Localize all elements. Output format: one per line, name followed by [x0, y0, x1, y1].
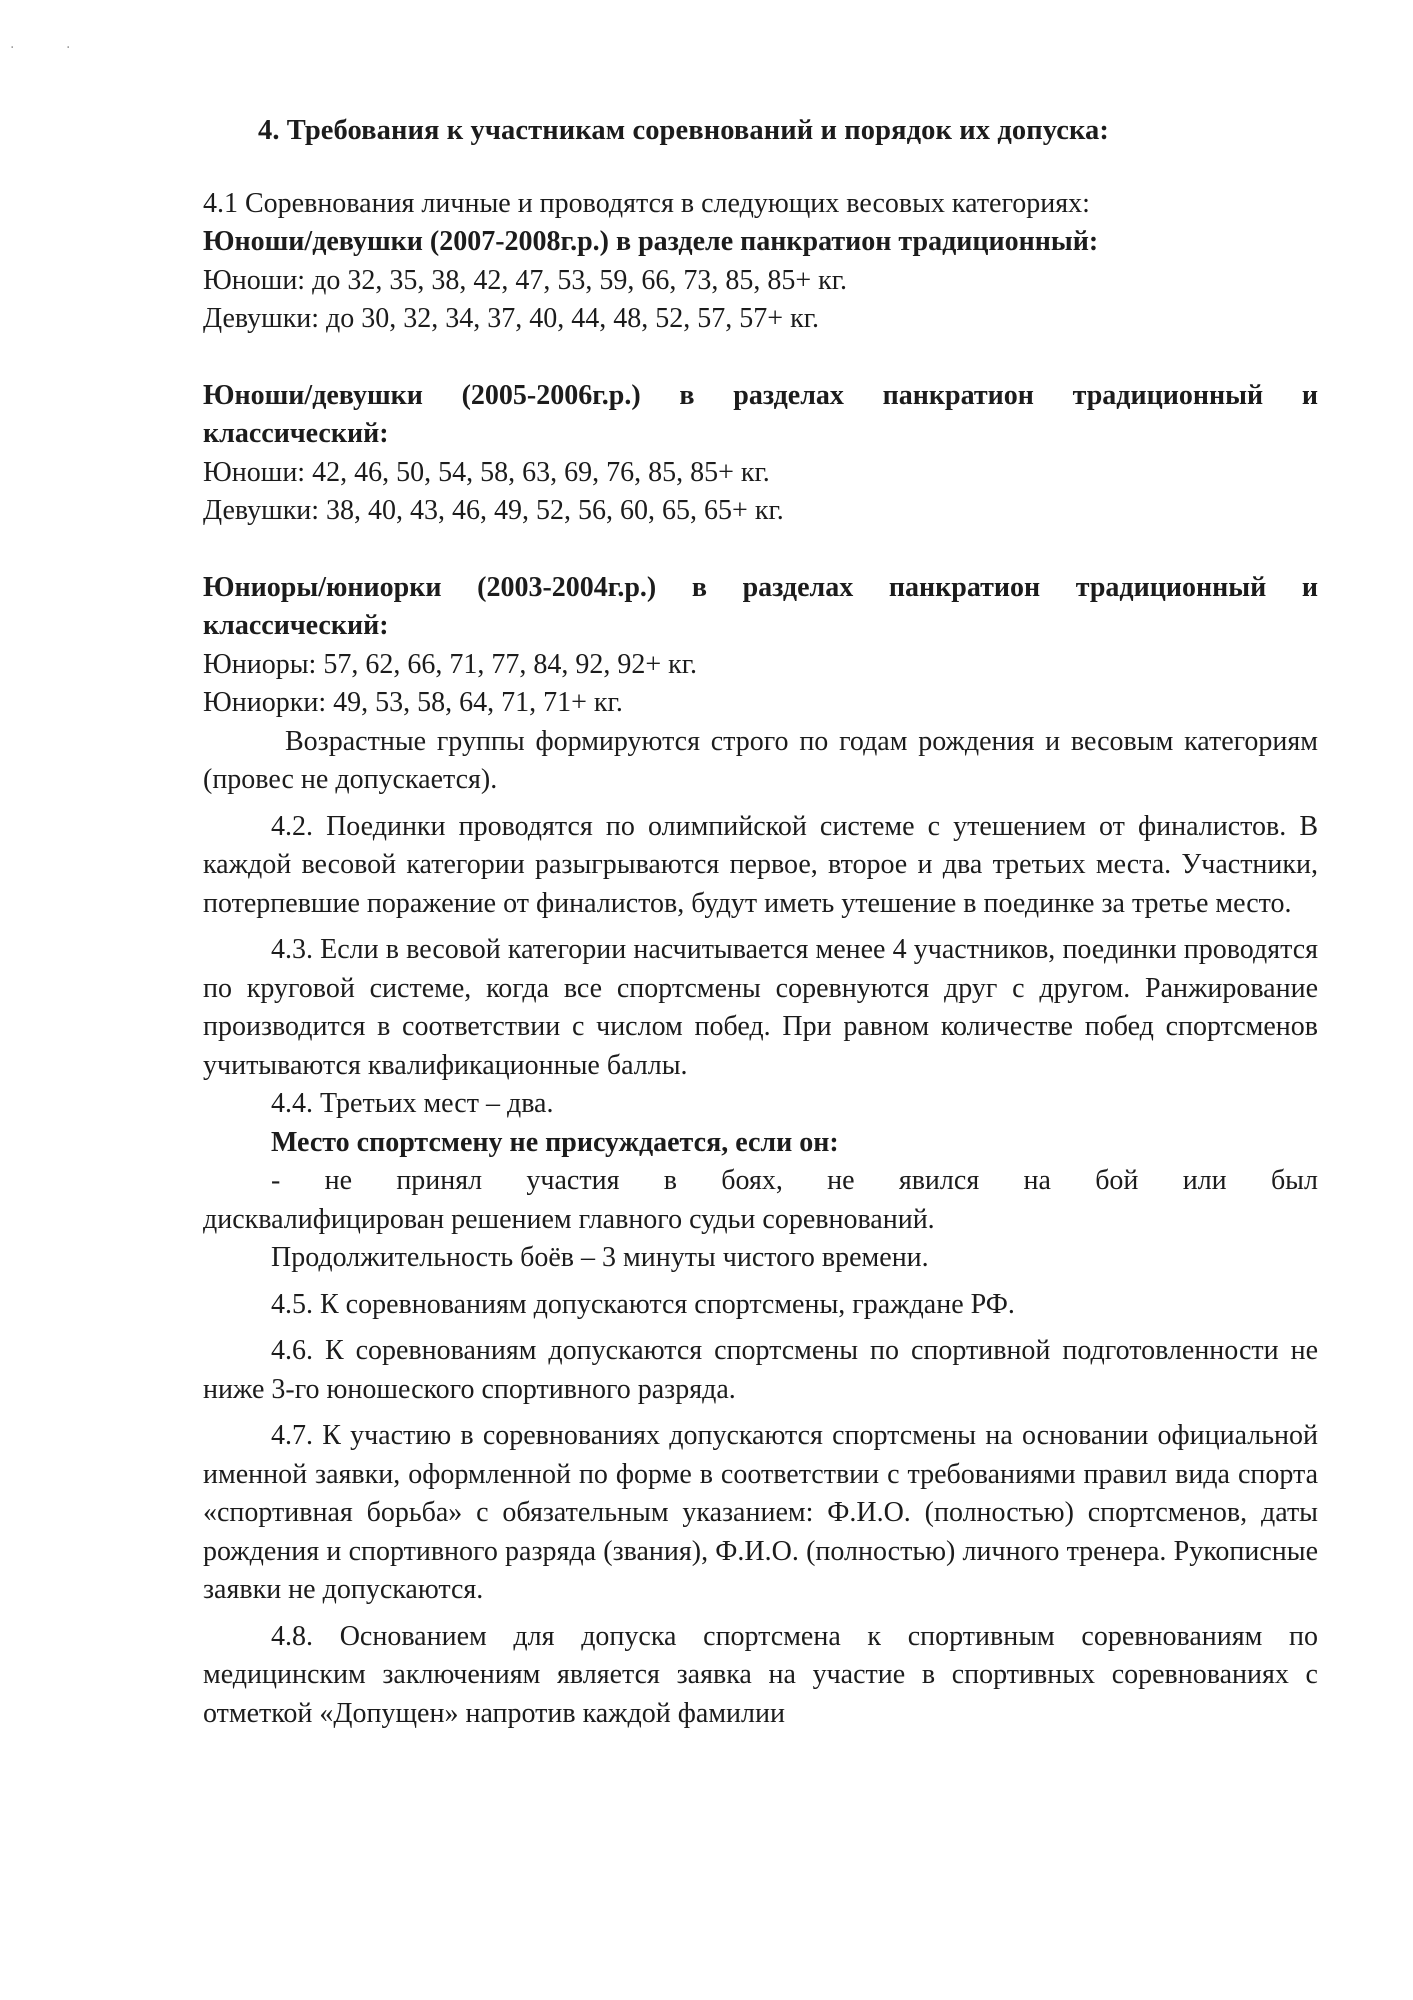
paragraph-4-8: 4.8. Основанием для допуска спортсмена к спортивным соревнованиям по медицинским заключениям является заявка на участие в спортивных соревнованиях с отметкой «Допущен» напротив каждой фамилии	[203, 1620, 1318, 1729]
paragraph-4-4: 4.4. Третьих мест – два.	[271, 1088, 554, 1119]
group-1-girls-weights: Девушки: до 30, 32, 34, 37, 40, 44, 48, 52, 57, 57+ кг.	[203, 303, 820, 334]
group-1-boys-weights: Юноши: до 32, 35, 38, 42, 47, 53, 59, 66, 73, 85, 85+ кг.	[203, 264, 848, 296]
dq-word: участия	[526, 1165, 620, 1196]
paragraph-4-5: 4.5. К соревнованиям допускаются спортсмены, граждане РФ.	[271, 1288, 1015, 1320]
paragraph-4-6: 4.6. К соревнованиям допускаются спортсмены по спортивной подготовленности не ниже 3-го юношеского спортивного разряда.	[203, 1335, 1318, 1405]
group-3-juniors-m-weights: Юниоры: 57, 62, 66, 71, 77, 84, 92, 92+ кг.	[203, 648, 698, 680]
bout-duration: Продолжительность боёв – 3 минуты чистого времени.	[271, 1242, 929, 1273]
group-1-heading: Юноши/девушки (2007-2008г.р.) в разделе панкратион традиционный:	[203, 226, 1099, 257]
dq-word: явился	[898, 1165, 980, 1196]
dq-word: боях,	[721, 1165, 783, 1196]
dq-word: не	[324, 1165, 353, 1196]
scan-mark: ·	[10, 40, 15, 56]
dq-word: на	[1023, 1165, 1051, 1196]
paragraph-4-7: 4.7. К участию в соревнованиях допускаются спортсмены на основании официальной именной заявки, оформленной по форме в соответствии с требованиями правил вида спорта «спортивная борьба» с обязательным указанием: Ф.И.О. (полностью) спортсменов, даты рождения и спортивного разряда (звания), Ф.И.О. (полностью) личного тренера. Рукописные заявки не допускаются.	[203, 1420, 1318, 1605]
section-title: 4. Требования к участникам соревнований и порядок их допуска:	[258, 115, 1109, 146]
group-3-juniors-f-weights: Юниорки: 49, 53, 58, 64, 71, 71+ кг.	[203, 687, 623, 718]
dq-word: в	[663, 1165, 677, 1196]
group-2-girls-weights: Девушки: 38, 40, 43, 46, 49, 52, 56, 60, 65, 65+ кг.	[203, 495, 784, 526]
dq-word: -	[271, 1165, 281, 1196]
dq-word: или	[1182, 1165, 1227, 1196]
disqualification-rest: дисквалифицирован решением главного судьи соревнований.	[203, 1203, 935, 1235]
group-2-boys-weights: Юноши: 42, 46, 50, 54, 58, 63, 69, 76, 85, 85+ кг.	[203, 456, 770, 488]
document-body	[203, 112, 1318, 1733]
age-groups-paragraph: Возрастные группы формируются строго по годам рождения и весовым категориям (провес не допускается).	[203, 725, 1318, 795]
dq-word: бой	[1095, 1165, 1139, 1196]
paragraph-4-3: 4.3. Если в весовой категории насчитывается менее 4 участников, поединки проводятся по круговой системе, когда все спортсмены соревнуются друг с другом. Ранжирование производится в соответствии с числом побед. При равном количестве побед спортсменов учитываются квалификационные баллы.	[203, 934, 1318, 1081]
disqualification-line	[203, 1162, 1318, 1201]
paragraph-4-2: 4.2. Поединки проводятся по олимпийской системе с утешением от финалистов. В каждой весовой категории разыгрываются первое, второе и два третьих места. Участники, потерпевшие поражение от финалистов, будут иметь утешение в поединке за третье место.	[203, 810, 1318, 919]
dq-word: принял	[396, 1165, 483, 1196]
scan-mark: ·	[66, 40, 71, 56]
section-4-1-intro: 4.1 Соревнования личные и проводятся в следующих весовых категориях:	[203, 187, 1090, 219]
dq-word: не	[827, 1165, 855, 1196]
group-2-heading: Юноши/девушки (2005-2006г.р.) в разделах панкратион традиционный и классический:	[203, 379, 1318, 449]
dq-word: был	[1270, 1165, 1318, 1196]
place-not-awarded-heading: Место спортсмену не присуждается, если он:	[271, 1126, 839, 1158]
group-3-heading: Юниоры/юниорки (2003-2004г.р.) в разделах панкратион традиционный и классический:	[203, 571, 1318, 641]
